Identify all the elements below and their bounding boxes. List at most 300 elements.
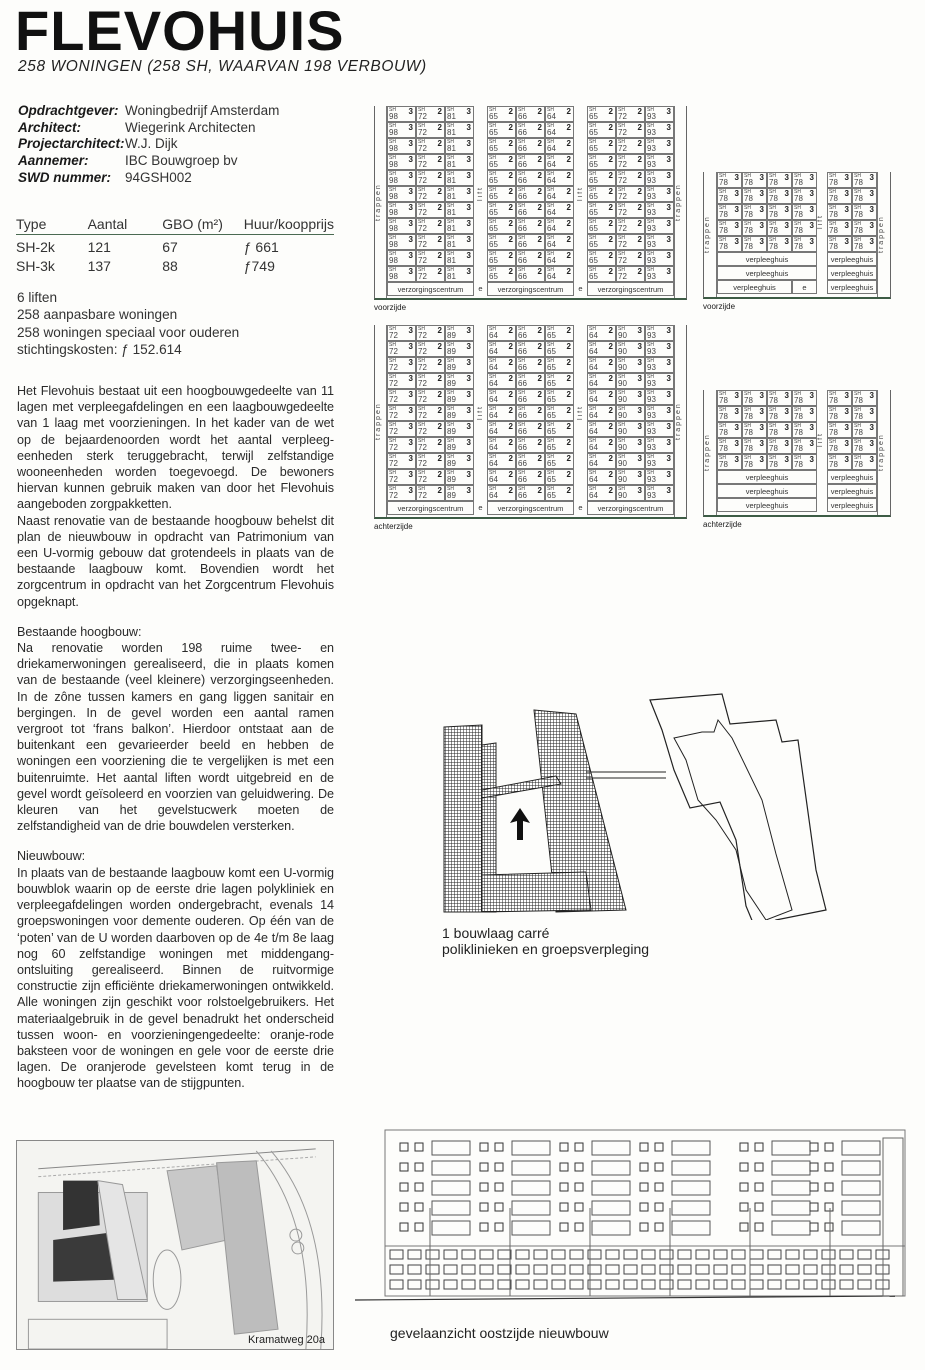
unit-cell xyxy=(416,250,445,266)
unit-type: SH xyxy=(547,486,554,492)
unit-area: 65 xyxy=(589,240,598,249)
unit-rooms: 3 xyxy=(408,187,413,196)
unit-type: SH xyxy=(618,235,625,241)
unit-row xyxy=(827,220,877,236)
unit-type: SH xyxy=(589,342,596,348)
unit-cell xyxy=(645,170,674,186)
unit-area: 78 xyxy=(829,226,838,235)
unit-cell xyxy=(445,469,474,485)
table-row xyxy=(16,235,334,258)
unit-area: 78 xyxy=(794,396,803,405)
unit-area: 89 xyxy=(447,347,456,356)
unit-type: SH xyxy=(418,107,425,113)
unit-cell xyxy=(792,438,817,454)
unit-area: 64 xyxy=(489,443,498,452)
window xyxy=(755,1163,763,1171)
unit-rooms: 3 xyxy=(666,187,671,196)
unit-area: 64 xyxy=(547,240,556,249)
unit-type: SH xyxy=(618,438,625,444)
unit-type: SH xyxy=(719,189,726,195)
unit-rooms: 2 xyxy=(437,486,442,495)
unit-area: 65 xyxy=(547,427,556,436)
unit-type: SH xyxy=(589,470,596,476)
unit-rooms: 2 xyxy=(608,326,613,335)
unit-type: SH xyxy=(447,251,454,257)
unit-cell xyxy=(545,122,574,138)
unit-row xyxy=(587,186,674,202)
stairs-column xyxy=(375,106,387,298)
unit-cell xyxy=(587,138,616,154)
unit-rooms: 3 xyxy=(869,237,874,246)
unit-type: SH xyxy=(744,205,751,211)
window xyxy=(606,1280,619,1289)
article-body xyxy=(17,383,334,1133)
unit-type: SH xyxy=(518,342,525,348)
window xyxy=(495,1203,503,1211)
unit-type: SH xyxy=(547,107,554,113)
unit-type: SH xyxy=(389,342,396,348)
unit-type: SH xyxy=(744,407,751,413)
window xyxy=(678,1280,691,1289)
unit-area: 93 xyxy=(647,176,656,185)
unit-cell xyxy=(516,373,545,389)
unit-rooms: 3 xyxy=(408,123,413,132)
unit-area: 66 xyxy=(518,144,527,153)
window xyxy=(495,1223,503,1231)
unit-area: 72 xyxy=(618,144,627,153)
unit-type: SH xyxy=(854,391,861,397)
unit-cell xyxy=(827,188,852,204)
stair-tower xyxy=(883,1138,903,1296)
unit-cell xyxy=(487,341,516,357)
window xyxy=(740,1183,748,1191)
unit-cell xyxy=(416,421,445,437)
window xyxy=(444,1280,457,1289)
nursing-home-cell: verpleeghuis xyxy=(827,266,877,280)
floorplan-front-highrise xyxy=(374,106,687,312)
unit-type: SH xyxy=(518,155,525,161)
nursing-row xyxy=(717,280,817,294)
unit-rooms: 3 xyxy=(809,173,814,182)
unit-rooms: 2 xyxy=(508,454,513,463)
unit-cell xyxy=(587,373,616,389)
unit-rooms: 2 xyxy=(637,171,642,180)
window xyxy=(606,1250,619,1259)
unit-cell xyxy=(792,390,817,406)
unit-type: SH xyxy=(794,439,801,445)
unit-type: SH xyxy=(547,123,554,129)
unit-rooms: 2 xyxy=(566,326,571,335)
unit-rooms: 2 xyxy=(508,155,513,164)
unit-rooms: 2 xyxy=(437,235,442,244)
unit-rooms: 2 xyxy=(608,358,613,367)
unit-type: SH xyxy=(447,374,454,380)
vertical-label: trappen xyxy=(675,183,682,221)
unit-type: SH xyxy=(854,237,861,243)
unit-rooms: 2 xyxy=(637,155,642,164)
unit-type: SH xyxy=(418,326,425,332)
window xyxy=(825,1163,833,1171)
unit-type: SH xyxy=(447,390,454,396)
unit-rooms: 3 xyxy=(408,235,413,244)
lift-column xyxy=(574,106,587,298)
window xyxy=(498,1280,511,1289)
unit-cell xyxy=(717,438,742,454)
unit-area: 66 xyxy=(518,192,527,201)
window xyxy=(810,1203,818,1211)
unit-cell xyxy=(767,454,792,470)
unit-area: 72 xyxy=(389,331,398,340)
unit-rooms: 3 xyxy=(466,219,471,228)
unit-type: SH xyxy=(744,423,751,429)
unit-type: SH xyxy=(647,358,654,364)
plan-frame xyxy=(374,106,687,300)
unit-rooms: 3 xyxy=(734,205,739,214)
unit-area: 72 xyxy=(389,411,398,420)
unit-row xyxy=(387,389,474,405)
unit-row xyxy=(387,266,474,282)
unit-area: 78 xyxy=(854,444,863,453)
unit-rooms: 3 xyxy=(666,406,671,415)
unit-rooms: 2 xyxy=(437,187,442,196)
unit-area: 78 xyxy=(854,412,863,421)
care-centre-cell: verzorgingscentrum xyxy=(587,501,674,515)
unit-area: 72 xyxy=(389,427,398,436)
window xyxy=(400,1163,408,1171)
window xyxy=(560,1143,568,1151)
unit-cell xyxy=(445,453,474,469)
unit-rooms: 3 xyxy=(666,139,671,148)
unit-rooms: 2 xyxy=(566,342,571,351)
window xyxy=(640,1183,648,1191)
unit-area: 65 xyxy=(547,379,556,388)
nursing-home-cell: verpleeghuis xyxy=(717,252,817,266)
unit-cell xyxy=(416,170,445,186)
unit-area: 78 xyxy=(719,226,728,235)
unit-row xyxy=(387,138,474,154)
unit-row xyxy=(387,122,474,138)
unit-type: SH xyxy=(547,251,554,257)
unit-rooms: 2 xyxy=(508,374,513,383)
unit-cell xyxy=(587,106,616,122)
balcony xyxy=(432,1161,470,1175)
window xyxy=(768,1250,781,1259)
unit-cell xyxy=(587,485,616,501)
unit-rooms: 3 xyxy=(734,423,739,432)
vertical-label: lift xyxy=(577,186,584,202)
unit-cell xyxy=(717,172,742,188)
housing-types-table xyxy=(16,216,334,276)
unit-area: 81 xyxy=(447,256,456,265)
unit-cell xyxy=(487,186,516,202)
page-subtitle: 258 WONINGEN (258 SH, WAARVAN 198 VERBOUW) xyxy=(18,58,427,75)
window xyxy=(840,1280,853,1289)
unit-cell xyxy=(587,202,616,218)
unit-row xyxy=(717,438,817,454)
unit-cell xyxy=(416,154,445,170)
unit-rooms: 2 xyxy=(608,486,613,495)
unit-rooms: 3 xyxy=(734,189,739,198)
unit-rooms: 3 xyxy=(408,203,413,212)
window xyxy=(640,1143,648,1151)
unit-type: SH xyxy=(389,203,396,209)
window xyxy=(825,1203,833,1211)
balcony xyxy=(842,1221,880,1235)
north-arrow-icon xyxy=(510,808,530,840)
window xyxy=(480,1280,493,1289)
unit-cell xyxy=(792,422,817,438)
unit-type: SH xyxy=(418,235,425,241)
unit-area: 64 xyxy=(489,459,498,468)
unit-area: 64 xyxy=(489,379,498,388)
unit-cell xyxy=(487,389,516,405)
unit-rooms: 2 xyxy=(608,139,613,148)
lift-column xyxy=(474,106,487,298)
unit-cell xyxy=(416,106,445,122)
fact-item: stichtingskosten: ƒ 152.614 xyxy=(17,341,182,357)
stairs-column xyxy=(674,325,686,517)
unit-cell xyxy=(445,485,474,501)
unit-area: 65 xyxy=(589,144,598,153)
unit-rooms: 3 xyxy=(869,423,874,432)
unit-type: SH xyxy=(389,251,396,257)
unit-cell xyxy=(487,325,516,341)
unit-type: SH xyxy=(518,326,525,332)
section-text-new: In plaats van de bestaande laagbouw komt een U-vormig bouwblok waarin op de eerste drie lagen polykliniek en verpleegafdelingen worden ondergebracht, evenals 14 groepswoningen voor demente ouderen. Op één van de ‘poten’ van de U worden daarboven op de 4e t/m 8e laag nog 60 zelfstandige woningen met middengang-ontsluiting gerealiseerd. Binnen de ruitvormige constructie zijn efficiënte driekamerwoningen ontwikkeld. Alle woningen zijn geschikt voor rolstoelgebruikers. Het materiaalgebruik in de gevel benadrukt het onderscheid tussen woon- en voorzieningengedeelte: oranje-rode baksteen voor de woningen en gele voor de eerste drie lagen. De oranjerode gevelsteen komt terug in de hoogbouw ter plaatse van de stijgpunten. xyxy=(17,865,334,1091)
unit-area: 65 xyxy=(589,256,598,265)
unit-row xyxy=(827,438,877,454)
unit-rooms: 3 xyxy=(637,454,642,463)
unit-cell xyxy=(616,485,645,501)
unit-cell xyxy=(487,154,516,170)
unit-rooms: 3 xyxy=(408,219,413,228)
window xyxy=(606,1265,619,1274)
window xyxy=(575,1203,583,1211)
unit-cell xyxy=(387,469,416,485)
meta-value: IBC Bouwgroep bv xyxy=(125,153,238,169)
fact-item: 258 aanpasbare woningen xyxy=(17,307,178,323)
unit-cell xyxy=(616,122,645,138)
unit-rooms: 3 xyxy=(759,391,764,400)
unit-cell xyxy=(645,421,674,437)
nursing-home-cell: verpleeghuis xyxy=(717,484,817,498)
unit-area: 72 xyxy=(418,427,427,436)
unit-rooms: 3 xyxy=(869,439,874,448)
unit-area: 93 xyxy=(647,128,656,137)
unit-type: SH xyxy=(518,422,525,428)
nursing-home-cell: verpleeghuis xyxy=(717,266,817,280)
unit-cell xyxy=(387,154,416,170)
unit-area: 78 xyxy=(719,178,728,187)
window xyxy=(426,1265,439,1274)
unit-rooms: 2 xyxy=(566,187,571,196)
plan-frame xyxy=(703,390,891,517)
unit-cell xyxy=(545,154,574,170)
unit-cell xyxy=(416,341,445,357)
unit-type: SH xyxy=(389,171,396,177)
unit-row xyxy=(717,454,817,470)
window xyxy=(825,1143,833,1151)
unit-area: 72 xyxy=(389,475,398,484)
unit-cell xyxy=(587,357,616,373)
unit-cell xyxy=(516,250,545,266)
window xyxy=(575,1143,583,1151)
window xyxy=(516,1250,529,1259)
unit-area: 78 xyxy=(719,242,728,251)
unit-type: SH xyxy=(518,123,525,129)
unit-rooms: 2 xyxy=(608,123,613,132)
window xyxy=(390,1265,403,1274)
unit-area: 78 xyxy=(829,210,838,219)
window xyxy=(822,1265,835,1274)
balcony xyxy=(432,1221,470,1235)
unit-type: SH xyxy=(518,390,525,396)
meta-value: Woningbedrijf Amsterdam xyxy=(125,103,280,118)
unit-area: 78 xyxy=(794,428,803,437)
vertical-label: trappen xyxy=(675,402,682,440)
ground-line xyxy=(355,1296,895,1300)
unit-area: 78 xyxy=(854,242,863,251)
entrance-cell: e xyxy=(478,284,483,293)
unit-cell xyxy=(742,172,767,188)
unit-area: 72 xyxy=(418,395,427,404)
unit-type: SH xyxy=(447,358,454,364)
table-cell: 121 xyxy=(87,239,111,255)
unit-cell xyxy=(516,341,545,357)
unit-cell xyxy=(587,421,616,437)
unit-cell xyxy=(587,218,616,234)
unit-area: 78 xyxy=(829,412,838,421)
unit-cell xyxy=(852,438,877,454)
unit-rooms: 3 xyxy=(809,439,814,448)
window xyxy=(408,1280,421,1289)
unit-rooms: 2 xyxy=(508,187,513,196)
unit-area: 72 xyxy=(389,379,398,388)
unit-rooms: 3 xyxy=(666,155,671,164)
unit-type: SH xyxy=(647,107,654,113)
unit-type: SH xyxy=(418,342,425,348)
unit-area: 65 xyxy=(589,160,598,169)
unit-rooms: 3 xyxy=(637,374,642,383)
unit-cell xyxy=(645,266,674,282)
balcony xyxy=(772,1201,810,1215)
unit-cell xyxy=(616,154,645,170)
table-cell: 67 xyxy=(162,239,178,255)
meta-value: W.J. Dijk xyxy=(125,136,178,152)
floorplan-back-highrise xyxy=(374,325,687,531)
unit-type: SH xyxy=(719,221,726,227)
unit-rooms: 2 xyxy=(508,486,513,495)
unit-type: SH xyxy=(744,455,751,461)
unit-rooms: 3 xyxy=(759,455,764,464)
unit-rooms: 3 xyxy=(844,189,849,198)
unit-type: SH xyxy=(547,406,554,412)
unit-rooms: 2 xyxy=(608,107,613,116)
unit-cell xyxy=(387,485,416,501)
unit-cell xyxy=(487,373,516,389)
vertical-label: lift xyxy=(477,186,484,202)
unit-rooms: 3 xyxy=(666,342,671,351)
unit-cell xyxy=(545,186,574,202)
vertical-label: trappen xyxy=(375,402,382,440)
unit-rooms: 2 xyxy=(566,470,571,479)
unit-cell xyxy=(645,325,674,341)
unit-cell xyxy=(445,122,474,138)
unit-area: 93 xyxy=(647,331,656,340)
unit-type: SH xyxy=(794,455,801,461)
elevation-drawing xyxy=(355,1128,915,1308)
unit-cell xyxy=(616,453,645,469)
balcony xyxy=(512,1201,550,1215)
unit-cell xyxy=(387,138,416,154)
unit-rooms: 3 xyxy=(408,390,413,399)
window xyxy=(390,1250,403,1259)
window xyxy=(740,1163,748,1171)
unit-area: 72 xyxy=(418,128,427,137)
unit-row xyxy=(587,341,674,357)
unit-rooms: 2 xyxy=(566,251,571,260)
unit-type: SH xyxy=(769,407,776,413)
unit-type: SH xyxy=(769,237,776,243)
unit-area: 66 xyxy=(518,256,527,265)
unit-cell xyxy=(545,250,574,266)
window xyxy=(640,1223,648,1231)
unit-area: 72 xyxy=(418,176,427,185)
unit-area: 72 xyxy=(618,112,627,121)
unit-cell xyxy=(445,154,474,170)
window xyxy=(426,1250,439,1259)
unit-type: SH xyxy=(744,391,751,397)
unit-cell xyxy=(487,405,516,421)
unit-cell xyxy=(587,250,616,266)
unit-area: 78 xyxy=(829,428,838,437)
unit-rooms: 2 xyxy=(637,123,642,132)
unit-area: 90 xyxy=(618,395,627,404)
unit-row xyxy=(587,122,674,138)
unit-area: 65 xyxy=(589,192,598,201)
unit-cell xyxy=(387,405,416,421)
unit-type: SH xyxy=(589,374,596,380)
lift-column xyxy=(817,172,827,297)
unit-cell xyxy=(645,138,674,154)
unit-area: 64 xyxy=(547,144,556,153)
unit-area: 72 xyxy=(418,443,427,452)
unit-rooms: 3 xyxy=(784,391,789,400)
unit-cell xyxy=(645,122,674,138)
unit-rooms: 2 xyxy=(566,219,571,228)
unit-area: 89 xyxy=(447,491,456,500)
unit-area: 89 xyxy=(447,395,456,404)
unit-cell xyxy=(487,266,516,282)
unit-rooms: 2 xyxy=(508,406,513,415)
unit-type: SH xyxy=(489,486,496,492)
window xyxy=(534,1265,547,1274)
unit-rooms: 2 xyxy=(608,251,613,260)
unit-type: SH xyxy=(489,235,496,241)
unit-rooms: 3 xyxy=(637,358,642,367)
location-label: Kramatweg 20a xyxy=(247,1334,325,1346)
unit-area: 65 xyxy=(589,224,598,233)
unit-cell xyxy=(645,405,674,421)
unit-rooms: 2 xyxy=(437,438,442,447)
unit-type: SH xyxy=(647,139,654,145)
unit-cell xyxy=(742,236,767,252)
window xyxy=(415,1223,423,1231)
unit-type: SH xyxy=(389,107,396,113)
unit-type: SH xyxy=(647,422,654,428)
unit-rooms: 3 xyxy=(734,221,739,230)
unit-block xyxy=(827,390,877,515)
